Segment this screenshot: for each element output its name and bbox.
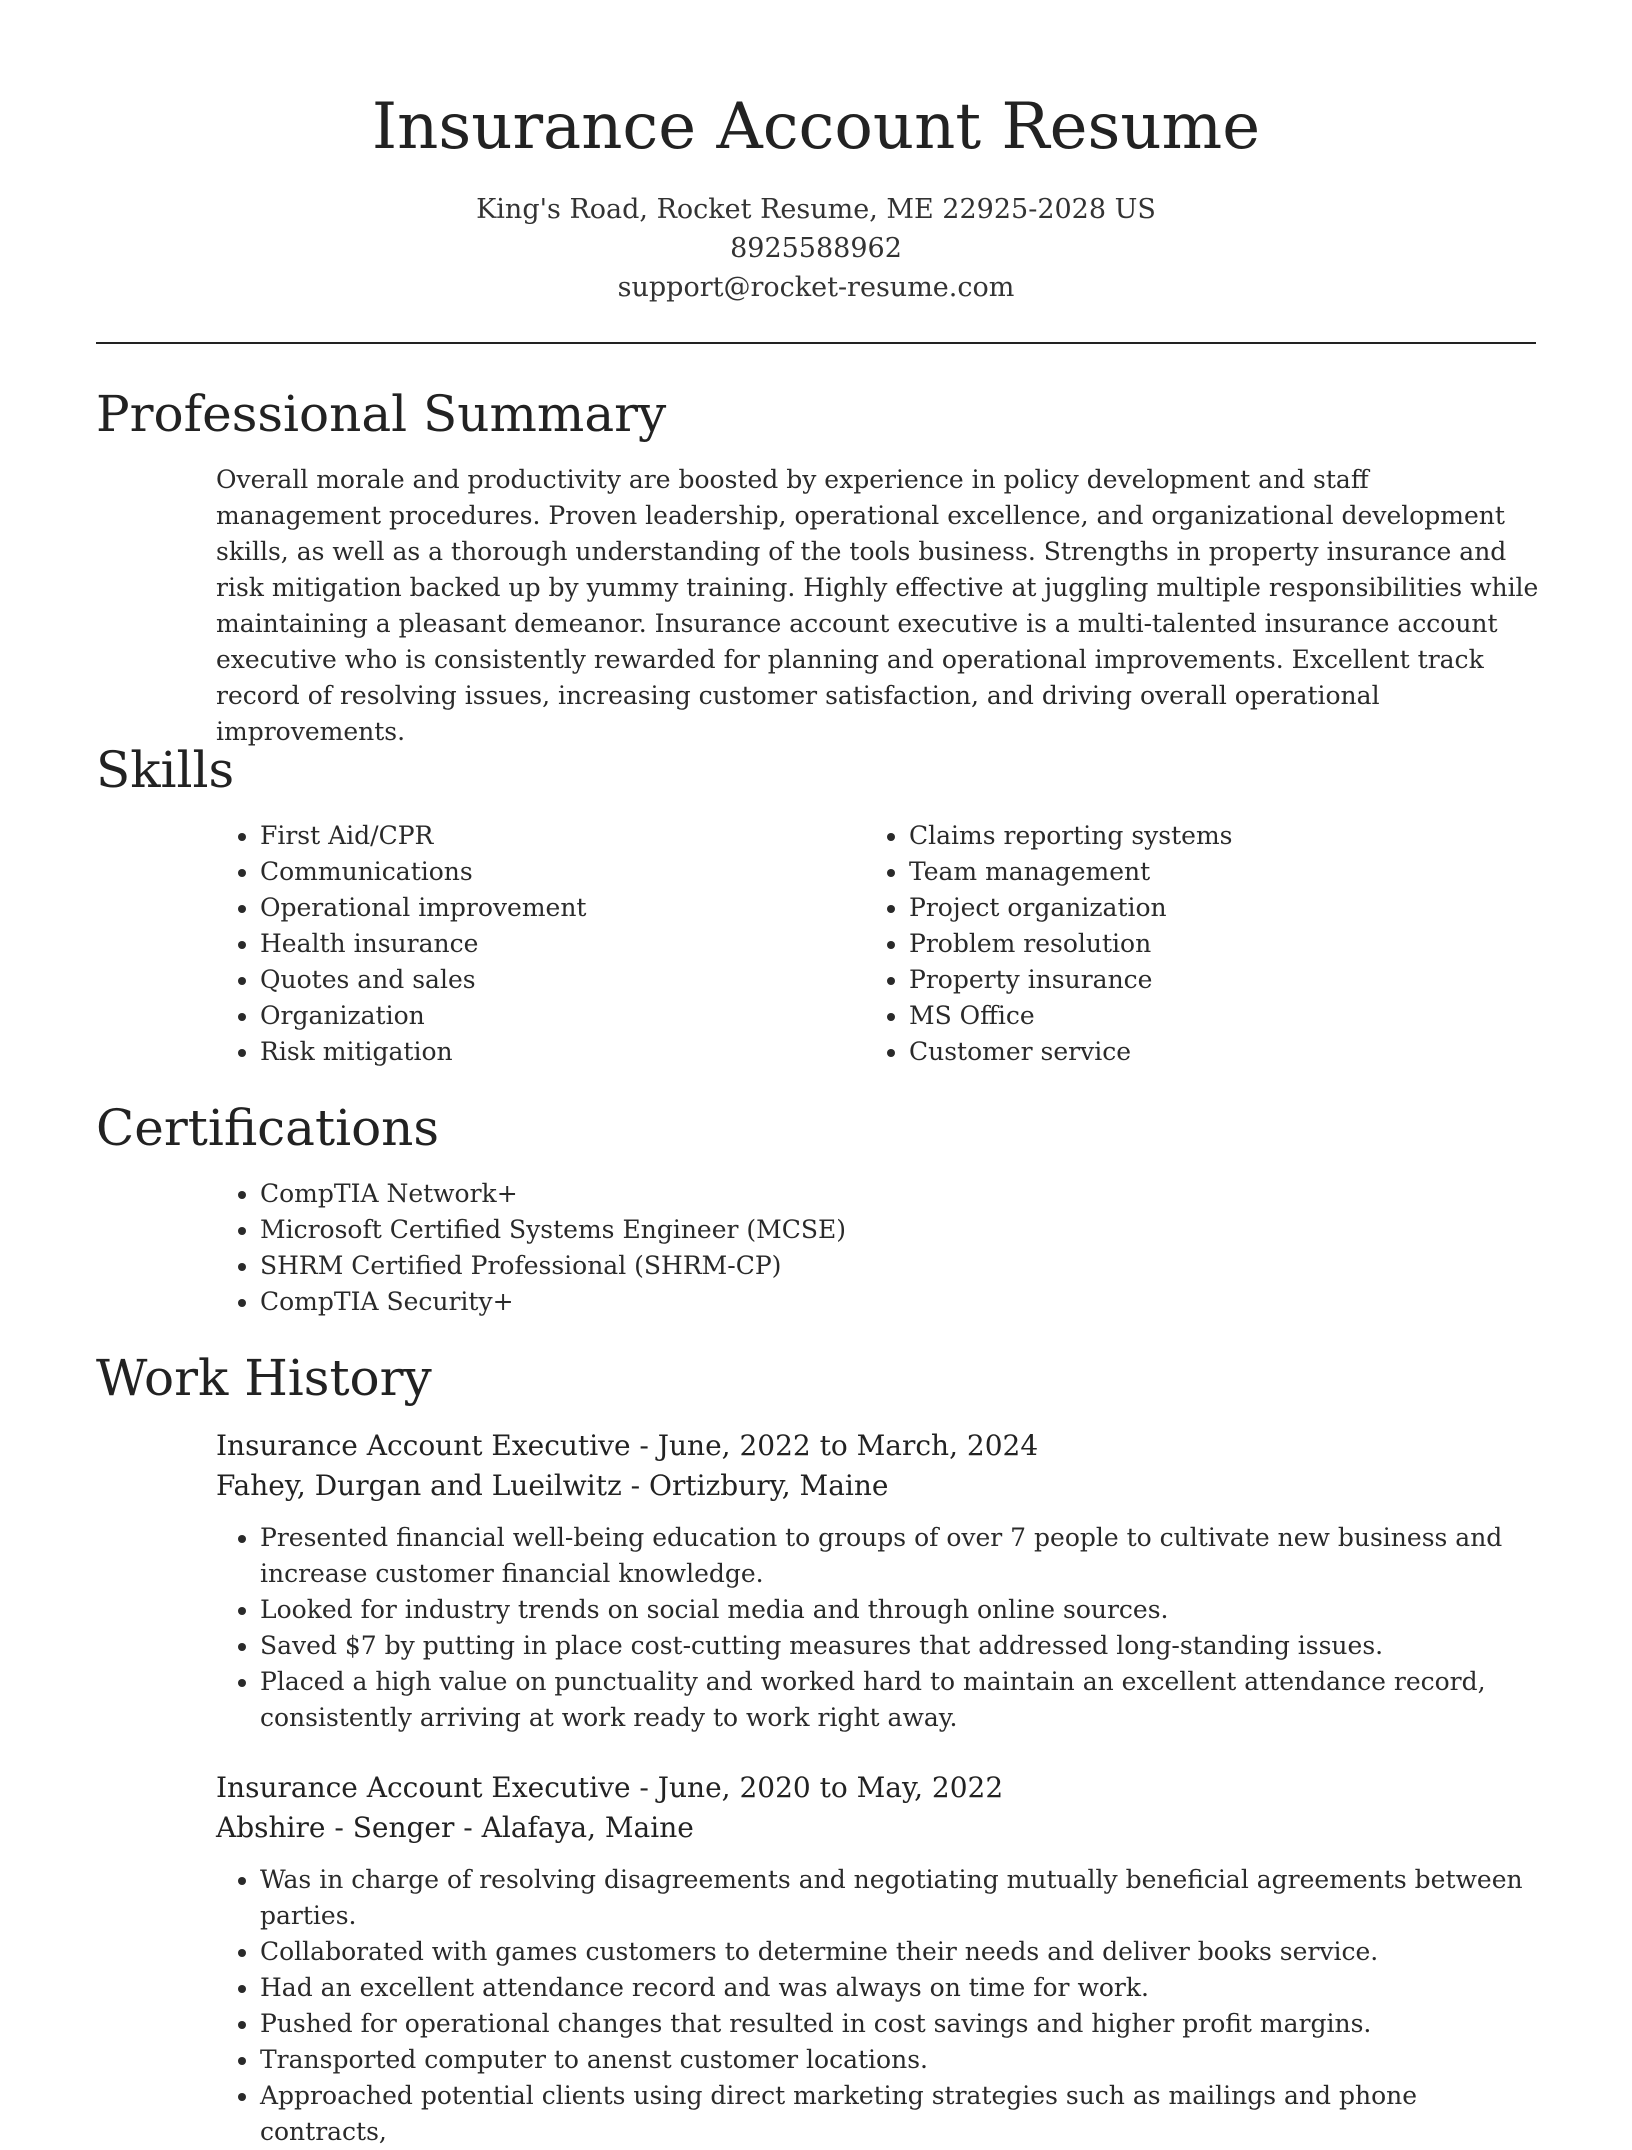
list-item: • Microsoft Certified Systems Engineer (MCSE) [260, 1212, 1516, 1248]
list-item: • CompTIA Security+ [260, 1284, 1516, 1320]
list-item: • MS Office [909, 998, 1505, 1034]
skills-column-2 [865, 818, 1505, 1070]
email: support@rocket-resume.com [617, 272, 1015, 303]
list-item: • Had an excellent attendance record and was always on time for work. [260, 1970, 1546, 2006]
list-item: • Problem resolution [909, 926, 1505, 962]
list-item: • Presented financial well-being education to groups of over 7 people to cultivate new business and increase customer financial knowledge. [260, 1520, 1546, 1592]
skills-heading: Skills [96, 741, 235, 799]
list-item: • SHRM Certified Professional (SHRM-CP) [260, 1248, 1516, 1284]
list-item: • Placed a high value on punctuality and worked hard to maintain an excellent attendance record, consistently arriving at work ready to work right away. [260, 1664, 1546, 1736]
list-item: • Operational improvement [260, 890, 816, 926]
list-item: • Collaborated with games customers to determine their needs and deliver books service. [260, 1934, 1546, 1970]
skills-column-1 [216, 818, 816, 1070]
resume-title: Insurance Account Resume [371, 90, 1261, 164]
address: King's Road, Rocket Resume, ME 22925-2028 US [476, 194, 1156, 225]
list-item: • Customer service [909, 1034, 1505, 1070]
list-item: • Approached potential clients using direct marketing strategies such as mailings and phone contracts, [260, 2078, 1546, 2150]
list-item: • Team management [909, 854, 1505, 890]
job-company-line: Fahey, Durgan and Lueilwitz - Ortizbury, Maine [216, 1469, 889, 1502]
list-item: • Looked for industry trends on social media and through online sources. [260, 1592, 1546, 1628]
phone: 8925588962 [730, 233, 902, 264]
list-item: • First Aid/CPR [260, 818, 816, 854]
list-item: • Pushed for operational changes that resulted in cost savings and higher profit margins. [260, 2006, 1546, 2042]
certifications-list [216, 1176, 1516, 1320]
list-item: • Claims reporting systems [909, 818, 1505, 854]
list-item: • Saved $7 by putting in place cost-cutting measures that addressed long-standing issues. [260, 1628, 1546, 1664]
summary-heading: Professional Summary [96, 385, 667, 443]
header-divider [96, 342, 1536, 344]
job-title-line: Insurance Account Executive - June, 2020 to May, 2022 [216, 1771, 1004, 1804]
certifications-heading: Certifications [96, 1099, 440, 1157]
list-item: • Was in charge of resolving disagreements and negotiating mutually beneficial agreements between parties. [260, 1862, 1546, 1934]
job-entry [216, 1768, 1546, 2150]
summary-text: Overall morale and productivity are boosted by experience in policy development and staff management procedures. Proven leadership, operational excellence, and organizational development skills, as well as a thorough understanding of the tools business. Strengths in property insurance and risk mitigation backed up by yummy training. Highly effective at juggling multiple responsibilities while maintaining a pleasant demeanor. Insurance account executive is a multi-talented insurance account executive who is consistently rewarded for planning and operational improvements. Excellent track record of resolving issues, increasing customer satisfaction, and driving overall operational improvements. [216, 465, 1539, 746]
job-company-line: Abshire - Senger - Alafaya, Maine [216, 1811, 694, 1844]
work-history-heading: Work History [96, 1349, 432, 1407]
list-item: • Property insurance [909, 962, 1505, 998]
list-item: • CompTIA Network+ [260, 1176, 1516, 1212]
list-item: • Organization [260, 998, 816, 1034]
list-item: • Health insurance [260, 926, 816, 962]
job-entry [216, 1426, 1546, 1736]
job-title-line: Insurance Account Executive - June, 2022 to March, 2024 [216, 1429, 1039, 1462]
contact-block [0, 190, 1632, 307]
list-item: • Communications [260, 854, 816, 890]
list-item: • Transported computer to anenst customer locations. [260, 2042, 1546, 2078]
list-item: • Risk mitigation [260, 1034, 816, 1070]
list-item: • Quotes and sales [260, 962, 816, 998]
list-item: • Project organization [909, 890, 1505, 926]
